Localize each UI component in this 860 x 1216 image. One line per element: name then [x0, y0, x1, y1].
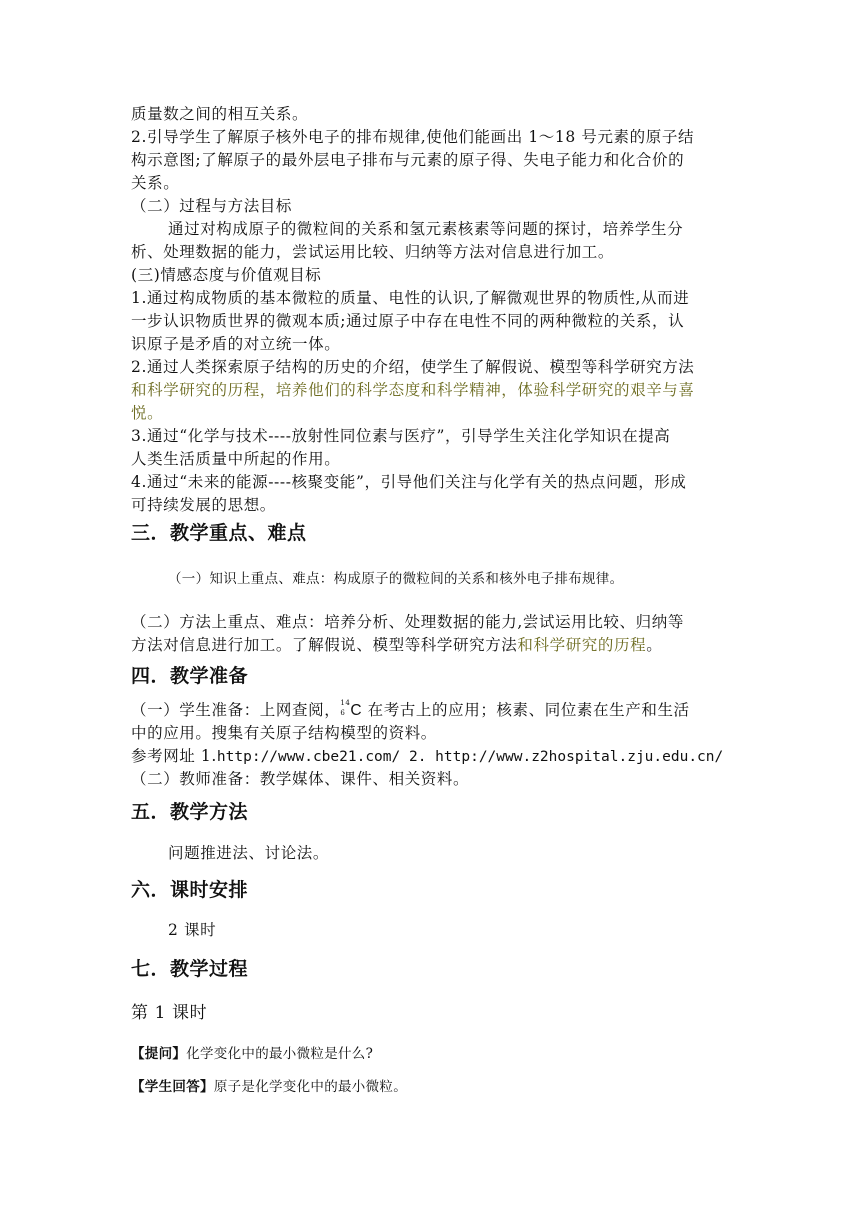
- text-line: 析、处理数据的能力，尝试运用比较、归纳等方法对信息进行加工。: [131, 243, 615, 261]
- lesson-label: 第 1 课时: [131, 1003, 208, 1023]
- reference-line: [131, 745, 723, 768]
- isotope-symbol: C: [350, 702, 363, 719]
- text-line: 质量数之间的相互关系。: [131, 105, 309, 123]
- text-line-highlighted: 和科学研究的历程，培养他们的科学态度和科学精神，体验科学研究的艰辛与喜: [131, 381, 695, 399]
- section-heading: 三．教学重点、难点: [131, 522, 307, 544]
- section-heading: 六．课时安排: [131, 879, 249, 901]
- text-span: 。: [646, 636, 663, 654]
- section-heading: 四．教学准备: [131, 665, 249, 687]
- text-line: [131, 699, 690, 722]
- text-span: （一）学生准备：上网查阅，: [131, 701, 341, 719]
- section-heading: 五．教学方法: [131, 801, 249, 823]
- text-line: （一）知识上重点、难点：构成原子的微粒间的关系和核外电子排布规律。: [168, 571, 624, 587]
- text-line: 识原子是矛盾的对立统一体。: [131, 335, 341, 353]
- text-line: （二）方法上重点、难点：培养分析、处理数据的能力,尝试运用比较、归纳等: [131, 613, 684, 631]
- isotope-notation: [340, 701, 350, 717]
- text-line: 1.通过构成物质的基本微粒的质量、电性的认识,了解微观世界的物质性,从而进: [131, 289, 690, 307]
- dialogue-line: [131, 1043, 373, 1065]
- dialogue-line: [131, 1076, 407, 1098]
- text-line: 通过对构成原子的微粒间的关系和氢元素核素等问题的探讨，培养学生分: [168, 220, 684, 238]
- text-line: 关系。: [131, 174, 180, 192]
- text-line: 4.通过“未来的能源----核聚变能”，引导他们关注与化学有关的热点问题，形成: [131, 473, 687, 491]
- text-span: 在考古上的应用；核素、同位素在生产和生活: [362, 701, 690, 719]
- text-line: 问题推进法、讨论法。: [168, 844, 330, 862]
- text-line: 构示意图;了解原子的最外层电子排布与元素的原子得、失电子能力和化合价的: [131, 151, 685, 169]
- text-line: 中的应用。搜集有关原子结构模型的资料。: [131, 724, 437, 742]
- text-line: 一步认识物质世界的微观本质;通过原子中存在电性不同的两种微粒的关系，认: [131, 312, 685, 330]
- text-line: 2.通过人类探索原子结构的历史的介绍，使学生了解假说、模型等科学研究方法: [131, 358, 695, 376]
- text-line: （二）教师准备：教学媒体、课件、相关资料。: [131, 770, 470, 788]
- text-line: 人类生活质量中所起的作用。: [131, 450, 341, 468]
- answer-text: 原子是化学变化中的最小微粒。: [213, 1079, 408, 1095]
- text-span-highlighted: 和科学研究的历程: [517, 636, 647, 654]
- text-line: 3.通过“化学与技术----放射性同位素与医疗”，引导学生关注化学知识在提高: [131, 427, 671, 445]
- section-heading: 七．教学过程: [131, 958, 249, 980]
- subheading: (三)情感态度与价值观目标: [131, 266, 322, 284]
- reference-urls[interactable]: http://www.cbe21.com/ 2. http://www.z2hospital.zju.edu.cn/: [216, 749, 724, 765]
- text-line: 可持续发展的思想。: [131, 496, 276, 514]
- question-tag: 【提问】: [131, 1046, 187, 1062]
- text-line: [131, 634, 662, 656]
- reference-label: 参考网址 1.: [131, 747, 217, 765]
- text-line: 2.引导学生了解原子核外电子的排布规律,使他们能画出 1～18 号元素的原子结: [131, 128, 695, 146]
- answer-tag: 【学生回答】: [131, 1079, 214, 1095]
- text-span: 方法对信息进行加工。了解假说、模型等科学研究方法: [131, 636, 518, 654]
- isotope-number: 6: [340, 709, 346, 717]
- subheading: （二）过程与方法目标: [131, 197, 293, 215]
- isotope-mass: 14: [340, 699, 351, 707]
- question-text: 化学变化中的最小微粒是什么?: [186, 1046, 374, 1062]
- text-line: 2 课时: [168, 921, 217, 939]
- text-line-highlighted: 悦。: [131, 404, 164, 422]
